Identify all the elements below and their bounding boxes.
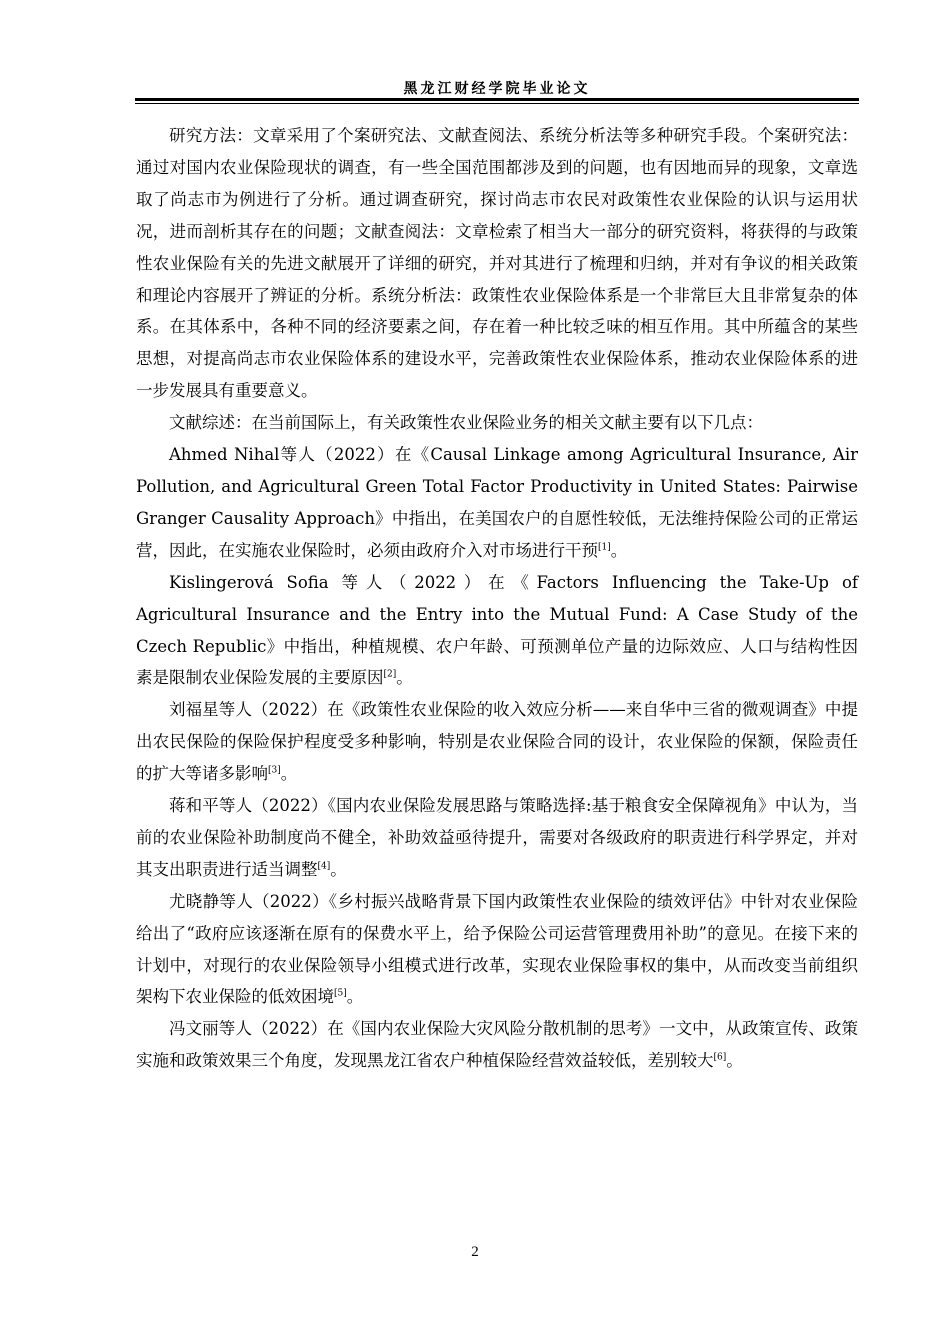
paragraph-research-methods [136,120,858,407]
paragraph-text: 研究方法：文章采用了个案研究法、文献查阅法、系统分析法等多种研究手段。个案研究法：通过对国内农业保险现状的调查，有一些全国范围都涉及到的问题，也有因地而异的现象，文章选取了尚志市为例进行了分析。通过调查研究，探讨尚志市农民对政策性农业保险的认识与运用状况，进而剖析其存在的问题；文献查阅法：文章检索了相当大一部分的研究资料，将获得的与政策性农业保险有关的先进文献展开了详细的研究，并对其进行了梳理和归纳，并对有争议的相关政策和理论内容展开了辨证的分析。系统分析法：政策性农业保险体系是一个非常巨大且非常复杂的体系。在其体系中，各种不同的经济要素之间，存在着一种比较乏味的相互作用。其中所蕴含的某些思想，对提高尚志市农业保险体系的建设水平，完善政策性农业保险体系，推动农业保险体系的进一步发展具有重要意义。 [136,126,858,401]
page-number: 2 [471,1244,479,1260]
header-rule-thick [135,98,859,101]
header-rule-thin [135,103,859,104]
body-text [136,120,858,1077]
paragraph-text: 刘福星等人（2022）在《政策性农业保险的收入效应分析——来自华中三省的微观调查》中提出农民保险的保险保护程度受多种影响，特别是农业保险合同的设计，农业保险的保额，保险责任的扩大等诸多影响 [136,700,858,784]
paragraph-ahmed-nihal [136,439,858,567]
paragraph-end: 。 [396,668,413,688]
citation-ref: [4] [317,861,331,872]
paragraph-end: 。 [346,987,364,1007]
paragraph-text: 蒋和平等人（2022）《国内农业保险发展思路与策略选择:基于粮食安全保障视角》中认为，当前的农业保险补助制度尚不健全，补助效益亟待提升，需要对各级政府的职责进行科学界定，并对其支出职责进行适当调整 [136,796,858,879]
citation-ref: [3] [268,765,281,776]
paragraph-kislingerova [136,567,858,695]
paragraph-jiang-heping [136,790,858,886]
paragraph-literature-review-intro [136,407,858,439]
paragraph-liu-fuxing [136,694,858,790]
paragraph-you-xiaojing [136,886,858,1014]
paragraph-end: 。 [726,1051,743,1071]
paragraph-feng-wenli [136,1013,858,1077]
paragraph-text: Ahmed Nihal等人（2022）在《Causal Linkage among Agricultural Insurance, Air Pollution, and Agricultural Green Total Factor Productivity in United States: Pairwise Granger Causality Approach》中指出，在美国农户的自愿性较低，无法维持保险公司的正常运营，因此，在实施农业保险时，必须由政府介入对市场进行干预 [136,445,858,560]
paragraph-end: 。 [610,540,628,560]
paragraph-text: 文献综述：在当前国际上，有关政策性农业保险业务的相关文献主要有以下几点： [169,413,763,433]
paragraph-text: Kislingerová Sofia 等人（2022）在《Factors Influencing the Take-Up of Agricultural Insurance and the Entry into the Mutual Fund: A Case Study of the Czech Republic》中指出，种植规模、农户年龄、可预测单位产量的边际效应、人口与结构性因素是限制农业保险发展的主要原因 [136,572,858,688]
paragraph-text: 尤晓静等人（2022）《乡村振兴战略背景下国内政策性农业保险的绩效评估》中针对农业保险给出了“政府应该逐渐在原有的保费水平上，给予保险公司运营管理费用补助”的意见。在接下来的计划中，对现行的农业保险领导小组模式进行改革，实现农业保险事权的集中，从而改变当前组织架构下农业保险的低效困境 [136,891,858,1007]
citation-ref: [6] [713,1052,727,1063]
paragraph-text: 冯文丽等人（2022）在《国内农业保险大灾风险分散机制的思考》一文中，从政策宣传、政策实施和政策效果三个角度，发现黑龙江省农户种植保险经营效益较低，差别较大 [136,1019,858,1071]
paragraph-end: 。 [330,859,347,879]
citation-ref: [2] [383,669,397,680]
running-header: 黑龙江财经学院毕业论文 [403,81,591,97]
paragraph-end: 。 [280,764,298,784]
citation-ref: [5] [334,988,347,999]
citation-ref: [1] [598,542,611,553]
